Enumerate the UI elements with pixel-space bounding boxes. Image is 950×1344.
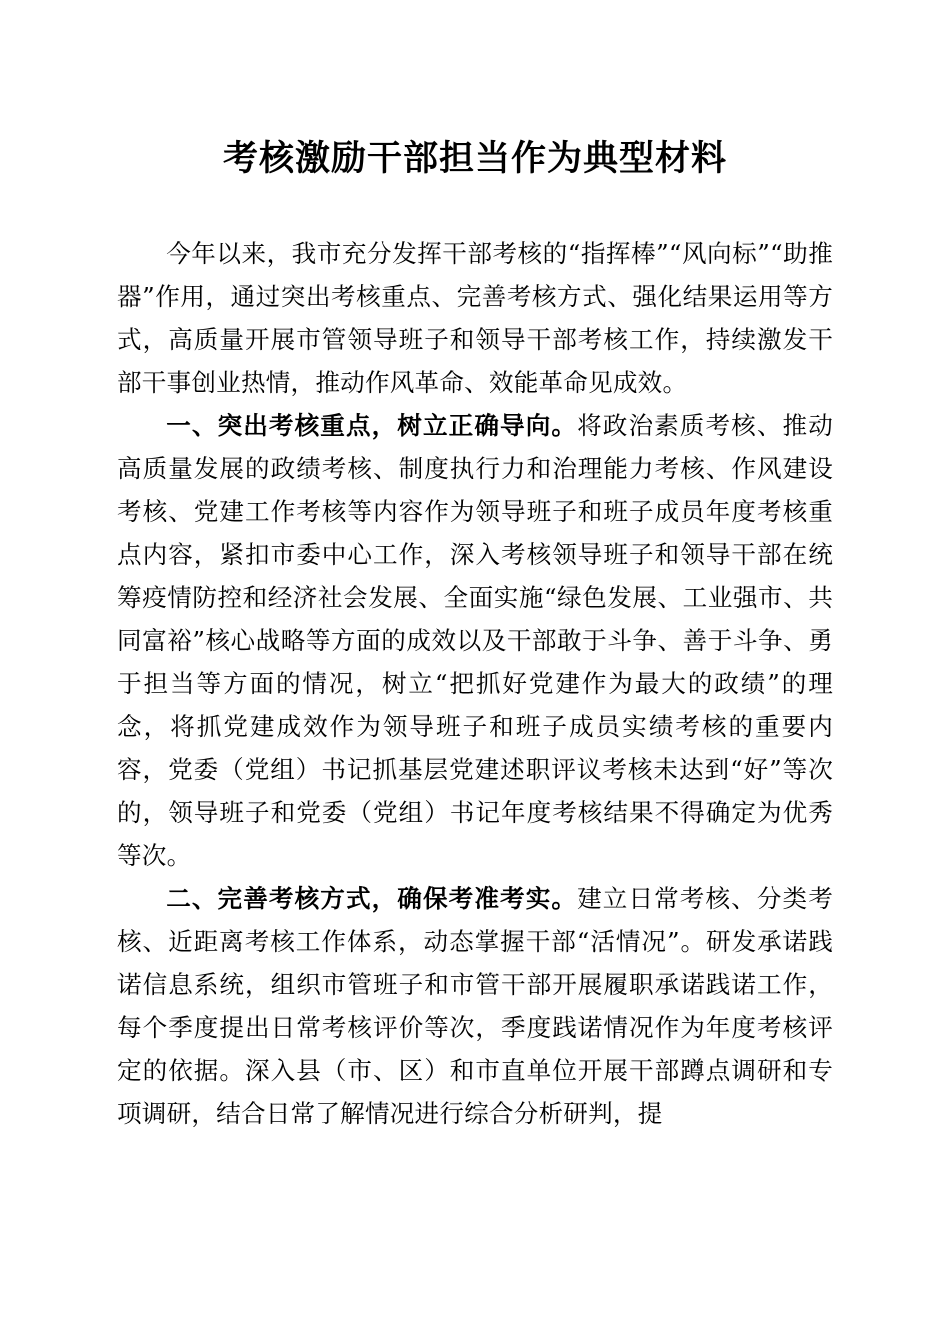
section-2-paragraph <box>117 877 833 1135</box>
section-2-text: 建立日常考核、分类考核、近距离考核工作体系，动态掌握干部“活情况”。研发承诺践诺信息系统，组织市管班子和市管干部开展履职承诺践诺工作，每个季度提出日常考核评价等次，季度践诺情况作为年度考核评定的依据。深入县（市、区）和市直单位开展干部蹲点调研和专项调研，结合日常了解情况进行综合分析研判，提 <box>117 884 833 1128</box>
document-title: 考核激励干部担当作为典型材料 <box>222 139 727 179</box>
section-2-heading: 二、完善考核方式，确保考准考实。 <box>166 884 578 913</box>
section-1-paragraph <box>117 404 833 877</box>
intro-paragraph: 今年以来，我市充分发挥干部考核的“指挥棒”“风向标”“助推器”作用，通过突出考核重点、完善考核方式、强化结果运用等方式，高质量开展市管领导班子和领导干部考核工作，持续激发干部干事创业热情，推动作风革命、效能革命见成效。 <box>117 239 833 397</box>
section-1-heading: 一、突出考核重点，树立正确导向。 <box>166 411 578 440</box>
section-1-text: 将政治素质考核、推动高质量发展的政绩考核、制度执行力和治理能力考核、作风建设考核、党建工作考核等内容作为领导班子和班子成员年度考核重点内容，紧扣市委中心工作，深入考核领导班子和领导干部在统筹疫情防控和经济社会发展、全面实施“绿色发展、工业强市、共同富裕”核心战略等方面的成效以及干部敢于斗争、善于斗争、勇于担当等方面的情况，树立“把抓好党建作为最大的政绩”的理念，将抓党建成效作为领导班子和班子成员实绩考核的重要内容，党委（党组）书记抓基层党建述职评议考核未达到“好”等次的，领导班子和党委（党组）书记年度考核结果不得确定为优秀等次。 <box>117 411 833 870</box>
document-body <box>117 232 833 1135</box>
